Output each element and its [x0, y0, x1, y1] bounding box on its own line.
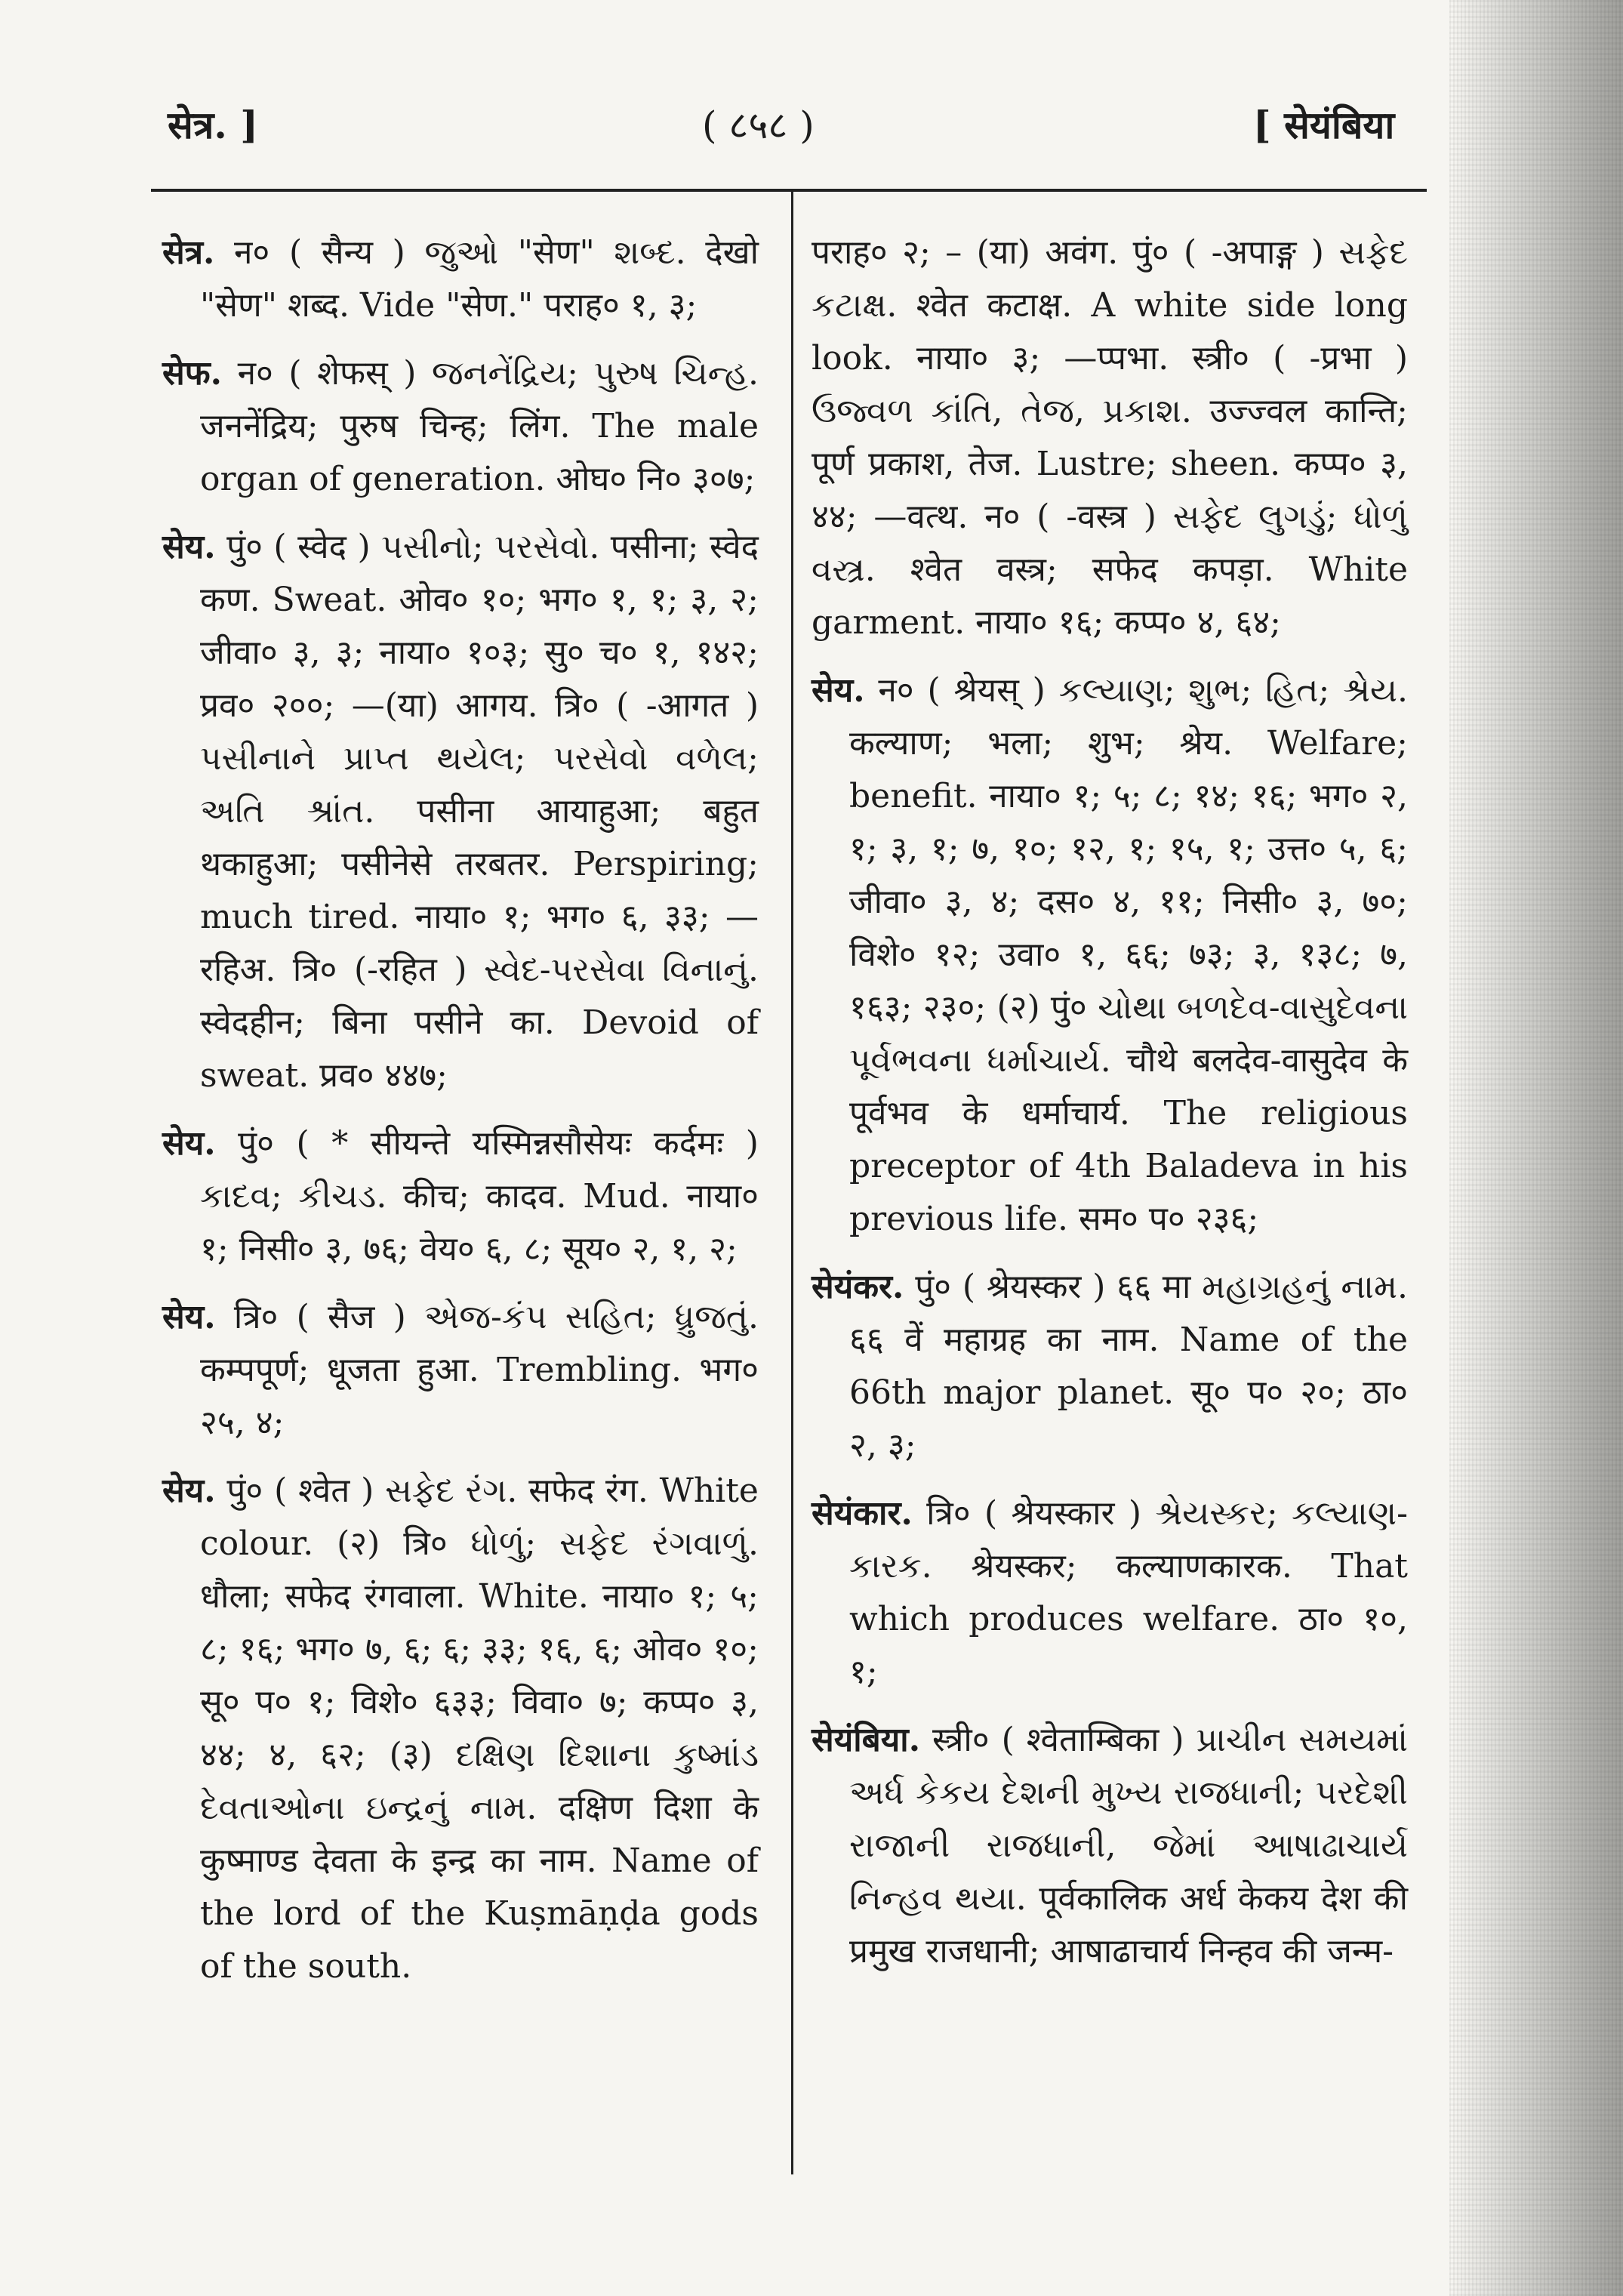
entry-headword: सेय. [162, 1124, 216, 1163]
entry-text: न० ( शेफस् ) જનનેંદ્રિય; પુરુષ ચિન્હ. जननेंद्रिय; पुरुष चिन्ह; लिंग. The male organ of generation. ओघ० नि० ३०७; [200, 354, 759, 498]
entry-headword: सेय. [162, 1472, 216, 1510]
dictionary-entry [162, 521, 759, 1102]
entry-text: न० ( सैन्य ) જુઓ "सेण" શબ્દ. देखो "सेण" शब्द. Vide "सेण." पराह० १, ३; [200, 233, 759, 325]
dictionary-entry [812, 1261, 1408, 1472]
header-right-guide-word: [ सेयंबिया [1253, 103, 1395, 147]
entry-headword: सेय. [162, 1298, 216, 1336]
entry-text: पुं० ( * सीयन्ते यस्मिन्नसौसेयः कर्दमः ) કાદવ; કીચડ. कीच; कादव. Mud. नाया० १; निसी० ३, ७६; वेय० ६, ८; सूय० २, १, २; [200, 1124, 759, 1268]
page-edge-shadow [1449, 0, 1623, 2296]
dictionary-entry [162, 227, 759, 332]
dictionary-entry [812, 664, 1408, 1246]
dictionary-entry [812, 1487, 1408, 1699]
entry-text: पुं० ( श्वेत ) સફેદ રંગ. सफेद रंग. White colour. (२) त्रि० ધોળું; સફેદ રંગવાળું. धौला; सफेद रंगवाला. White. नाया० १; ५; ८; १६; भग० ७, ६; ६; ३३; १६, ६; ओव० १०; सू० प० १; विशे० ६३३; विवा० ७; कप्प० ३, ४४; ४, ६२; (३) દક્ષિણ દિશાના કુષ્માંડ દેવતાઓના ઇન્દ્રનું નામ. दक्षिण दिशा के कुष्माण्ड देवता के इन्द्र का नाम. Name of the lord of the Kuṣmāṇḍa gods of the south. [200, 1472, 759, 1986]
entry-text: त्रि० ( सैज ) એજ-કંપ સહિત; ધ્રુજતું. कम्पपूर्ण; धूजता हुआ. Trembling. भग० २५, ४; [200, 1298, 759, 1442]
entry-headword: सेयंकर. [812, 1268, 904, 1306]
entry-headword: सेयंकार. [812, 1494, 913, 1533]
dictionary-entry [162, 1465, 759, 1993]
entry-text: पुं० ( स्वेद ) પસીનો; પરસેવો. पसीना; स्वेद कण. Sweat. ओव० १०; भग० १, १; ३, २; जीवा० ३, ३; नाया० १०३; सु० च० १, १४२; प्रव० २००; —(या) आगय. त्रि० ( -आगत ) પસીનાને પ્રાપ્ત થયેલ; પરસેવો વળેલ; અતિ શ્રાંત. पसीना आयाहुआ; बहुत थकाहुआ; पसीनेसे तरबतर. Perspiring; much tired. नाया० १; भग० ६, ३३; —रहिअ. त्रि० (-रहित ) સ્વેદ-પરસેવા વિનાનું. स्वेदहीन; बिना पसीने का. Devoid of sweat. प्रव० ४४७; [200, 528, 759, 1095]
entry-text: पुं० ( श्रेयस्कर ) ६६ मा મહાગ્રહનું નામ. ६६ वें महाग्रह का नाम. Name of the 66th major planet. सू० प० २०; ठा० २, ३; [849, 1268, 1408, 1465]
dictionary-entry [812, 1714, 1408, 1978]
dictionary-entry [162, 1117, 759, 1276]
right-column [812, 227, 1408, 1993]
entry-headword: सेयंबिया. [812, 1721, 921, 1759]
entry-headword: सेय. [812, 671, 865, 710]
page-header [0, 91, 1480, 159]
header-rule [151, 189, 1427, 192]
entry-text: पराह० २; – (या) अवंग. पुं० ( -अपाङ्ग ) સફેદ કટાક્ષ. श्वेत कटाक्ष. A white side long look. नाया० ३; —प्पभा. स्त्री० ( -प्रभा ) ઉજ્વળ કાંતિ, તેજ, પ્રકાશ. उज्ज्वल कान्ति; पूर्ण प्रकाश, तेज. Lustre; sheen. कप्प० ३, ४४; —वत्थ. न० ( -वस्त्र ) સફેદ લુગડું; ધોળું વસ્ત્ર. श्वेत वस्त्र; सफेद कपड़ा. White garment. नाया० १६; कप्प० ४, ६४; [812, 233, 1408, 642]
page-number: ( ८५८ ) [702, 103, 815, 147]
entry-text: न० ( श्रेयस् ) કલ્યાણ; શુભ; હિત; શ્રેય. कल्याण; भला; शुभ; श्रेय. Welfare; benefit. नाया० १; ५; ८; १४; १६; भग० २, १; ३, १; ७, १०; १२, १; १५, १; उत्त० ५, ६; जीवा० ३, ४; दस० ४, ११; निसी० ३, ७०; विशे० १२; उवा० १, ६६; ७३; ३, १३८; ७, १६३; २३०; (२) पुं० ચોથા બળદેવ-વાસુદેવના પૂર્વભવના ધર્માચાર્ય. चौथे बलदेव-वासुदेव के पूर्वभव के धर्माचार्य. The religious preceptor of 4th Baladeva in his previous life. सम० प० २३६; [849, 671, 1408, 1238]
header-left-guide-word: सेत्र. ] [168, 103, 258, 147]
dictionary-entry [162, 1291, 759, 1450]
entry-headword: सेफ. [162, 354, 222, 393]
dictionary-entry [162, 347, 759, 506]
dictionary-entry-continued [812, 227, 1408, 649]
entry-headword: सेय. [162, 528, 216, 566]
entry-headword: सेत्र. [162, 233, 215, 272]
entry-text: स्त्री० ( श्वेताम्बिका ) પ્રાચીન સમયમાં અર્ધ કેકય દેશની મુખ્ય રાજધાની; પરદેશી રાજાની રાજધાની, જેમાં આષાઢાચાર્ય નિન્હવ થયા. पूर्वकालिक अर्ध केकय देश की प्रमुख राजधानी; आषाढाचार्य निन्हव की जन्म- [849, 1721, 1408, 1971]
left-column [162, 227, 759, 2008]
column-divider [791, 189, 793, 2174]
entry-text: त्रि० ( श्रेयस्कार ) શ્રેયસ્કર; કલ્યાણ-કારક. श्रेयस्कर; कल्याणकारक. That which produces welfare. ठा० १०, १; [849, 1494, 1408, 1691]
